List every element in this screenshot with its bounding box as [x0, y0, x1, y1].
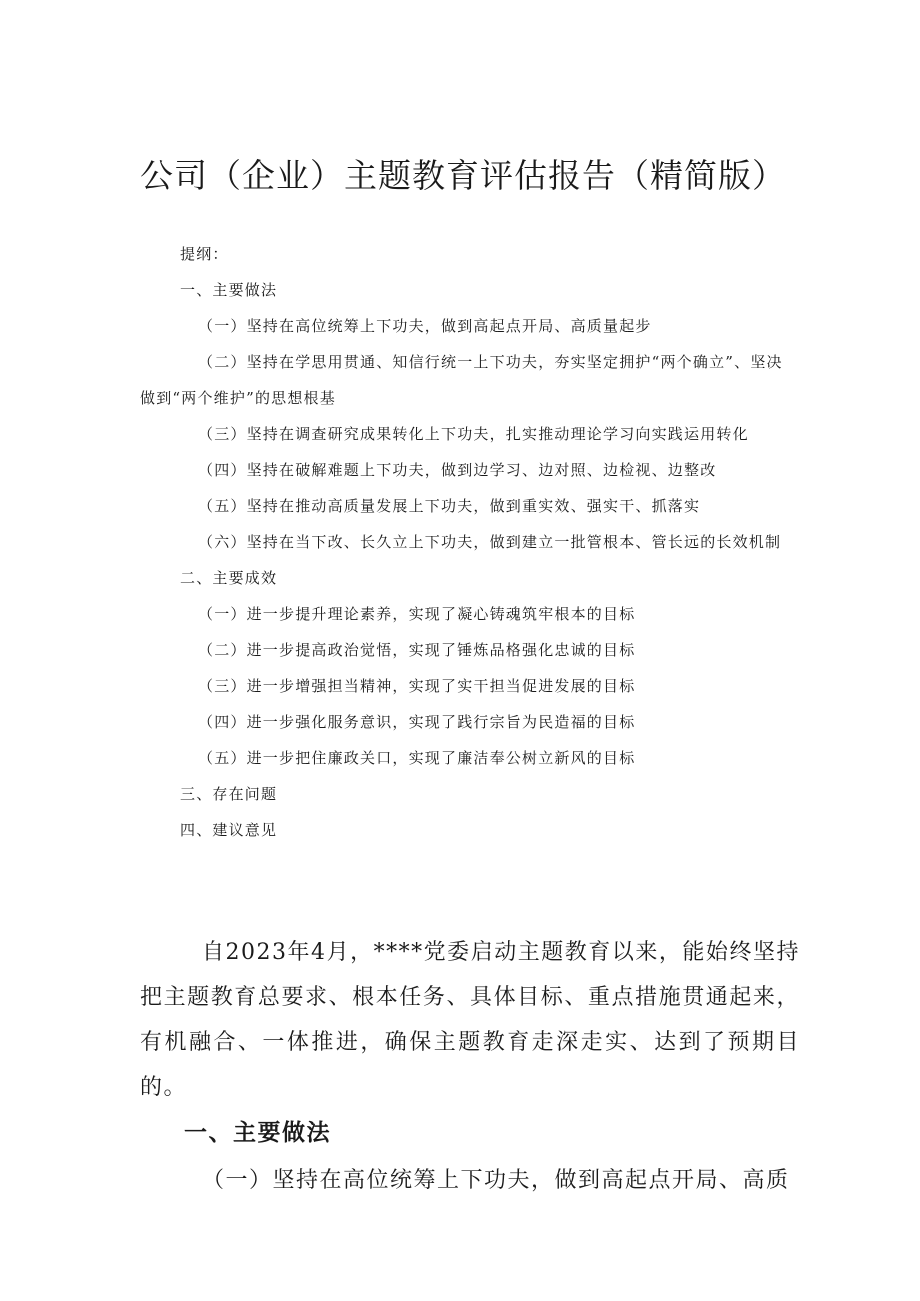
outline-section	[140, 236, 790, 848]
document-title: 公司（企业）主题教育评估报告（精简版）	[140, 156, 786, 195]
outline-item: （四）坚持在破解难题上下功夫，做到边学习、边对照、边检视、边整改	[198, 461, 717, 479]
outline-heading-3: 三、存在问题	[180, 785, 278, 803]
body-text	[140, 930, 800, 1206]
outline-item: （五）坚持在推动高质量发展上下功夫，做到重实效、强实干、抓落实	[198, 497, 701, 515]
outline-item: （四）进一步强化服务意识，实现了践行宗旨为民造福的目标	[198, 713, 636, 731]
outline-item: （五）进一步把住廉政关口，实现了廉洁奉公树立新风的目标	[198, 749, 636, 767]
outline-item: （三）进一步增强担当精神，实现了实干担当促进发展的目标	[198, 677, 636, 695]
outline-item: （一）进一步提升理论素养，实现了凝心铸魂筑牢根本的目标	[198, 605, 636, 623]
section-heading: 一、主要做法	[184, 1120, 331, 1146]
outline-heading-2: 二、主要成效	[180, 569, 278, 587]
subsection-heading: （一）坚持在高位统筹上下功夫，做到高起点开局、高质	[202, 1168, 790, 1193]
outline-item: （二）坚持在学思用贯通、知信行统一上下功夫，夯实坚定拥护“两个确立”、坚决做到“两个维护”的思想根基	[140, 353, 783, 407]
intro-paragraph: 自2023年4月，****党委启动主题教育以来，能始终坚持把主题教育总要求、根本任务、具体目标、重点措施贯通起来，有机融合、一体推进，确保主题教育走深走实、达到了预期目的。	[140, 940, 800, 1100]
outline-item: （三）坚持在调查研究成果转化上下功夫，扎实推动理论学习向实践运用转化	[198, 425, 749, 443]
outline-item: （二）进一步提高政治觉悟，实现了锤炼品格强化忠诚的目标	[198, 641, 636, 659]
outline-heading-4: 四、建议意见	[180, 821, 278, 839]
outline-item: （六）坚持在当下改、长久立上下功夫，做到建立一批管根本、管长远的长效机制	[198, 533, 782, 551]
outline-item: （一）坚持在高位统筹上下功夫，做到高起点开局、高质量起步	[198, 317, 652, 335]
outline-heading-1: 一、主要做法	[180, 281, 278, 299]
outline-label: 提纲：	[180, 245, 229, 263]
